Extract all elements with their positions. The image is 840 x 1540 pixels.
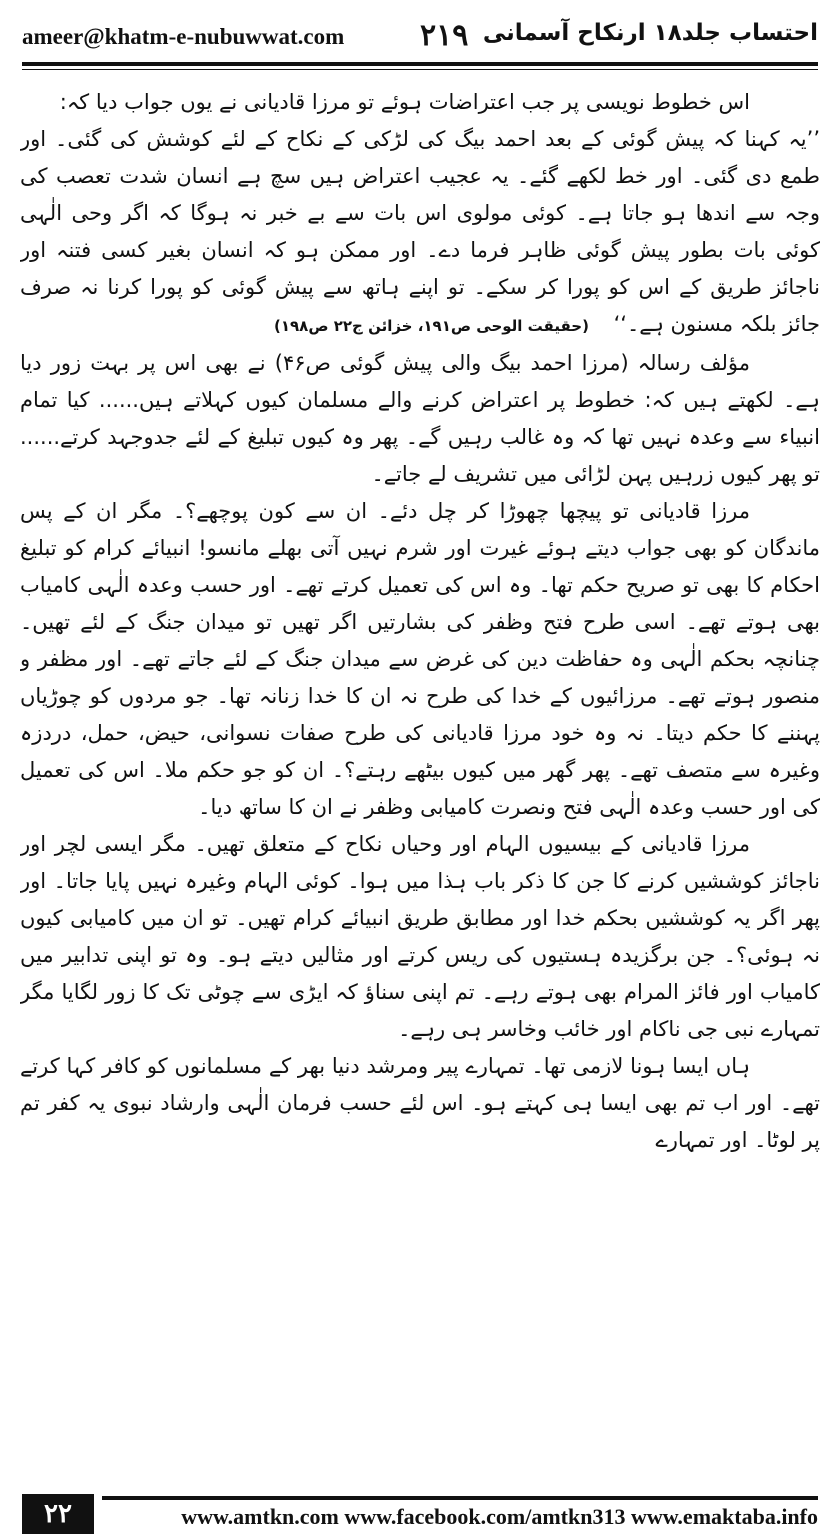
- citation-reference: (حقیقت الوحی ص۱۹۱، خزائن ج۲۲ ص۱۹۸): [273, 317, 589, 335]
- quote-paragraph: [20, 121, 820, 345]
- footer-rule: [102, 1496, 818, 1500]
- page-body: [20, 84, 820, 1484]
- paragraph: مؤلف رسالہ (مرزا احمد بیگ والی پیش گوئی ص۴۶) نے بھی اس پر بہت زور دیا ہے۔ لکھتے ہیں کہ: خطوط پر اعتراض کرنے والے مسلمان کیوں کہلاتے ہیں...... کیا تمام انبیاء سے وعدہ نہیں تھا کہ وہ غالب رہیں گے۔ پھر وہ کیوں تبلیغ کے لئے جدوجہد کرتے...... تو پھر کیوں زرہیں پہن لڑائی میں تشریف لے جاتے۔: [20, 351, 820, 486]
- page-footer: [22, 1494, 818, 1534]
- header-rule-thin: [22, 69, 818, 70]
- header-title: احتساب جلد۱۸ ارنکاح آسمانی: [482, 20, 818, 46]
- footer-page-number: ۲۲: [22, 1494, 94, 1534]
- header-email: ameer@khatm-e-nubuwwat.com: [22, 24, 345, 49]
- header-page-number: ۲۱۹: [420, 18, 469, 53]
- paragraph: ہاں ایسا ہونا لازمی تھا۔ تمہارے پیر ومرشد دنیا بھر کے مسلمانوں کو کافر کہا کرتے تھے۔ اور اب تم بھی ایسا ہی کہتے ہو۔ اس لئے حسب فرمان الٰہی وارشاد نبوی یہ کفر تم پر لوٹا۔ اور تمہارے: [20, 1054, 820, 1152]
- quote-text: ’’یہ کہنا کہ پیش گوئی کے بعد احمد بیگ کی لڑکی کے نکاح کے لئے کوشش کی گئی۔ اور طمع دی گئی۔ اور خط لکھے گئے۔ یہ عجیب اعتراض ہیں سچ ہے انسان شدت تعصب کی وجہ سے اندھا ہو جاتا ہے۔ کوئی مولوی اس بات سے بے خبر نہ ہوگا کہ اگر وحی الٰہی کوئی بات بطور پیش گوئی ظاہر فرما دے۔ اور ممکن ہو کہ انسان بغیر کسی فتنہ اور ناجائز طریق کے اس کو پورا کر سکے۔ تو اپنے ہاتھ سے پیش گوئی کو پورا کرنا نہ صرف جائز بلکہ مسنون ہے۔‘‘: [20, 127, 820, 336]
- paragraph: اس خطوط نویسی پر جب اعتراضات ہوئے تو مرزا قادیانی نے یوں جواب دیا کہ:: [59, 90, 750, 114]
- page-header: [22, 16, 818, 60]
- paragraph: مرزا قادیانی تو پیچھا چھوڑا کر چل دئے۔ ان سے کون پوچھے؟۔ مگر ان کے پس ماندگان کو بھی جواب دیتے ہوئے غیرت اور شرم نہیں آتی بھلے مانسو! انبیائے کرام کو تبلیغ احکام کا بھی تو صریح حکم تھا۔ وہ اس کی تعمیل کرتے تھے۔ اور حسب وعدہ الٰہی کامیاب بھی ہوتے تھے۔ اسی طرح فتح وظفر کی بشارتیں اگر تھیں تو میدان جنگ کے لئے تھیں۔ چنانچہ بحکم الٰہی وہ حفاظت دین کی غرض سے میدان جنگ کے لئے جاتے تھے۔ اور مظفر و منصور ہوتے تھے۔ مرزائیوں کے خدا کی طرح نہ ان کا خدا زنانہ تھا۔ جو مردوں کو چوڑیاں پہننے کا حکم دیتا۔ نہ وہ خود مرزا قادیانی کی طرح صفات نسوانی، حیض، حمل، دردزہ وغیرہ سے متصف تھے۔ پھر گھر میں کیوں بیٹھے رہتے؟۔ ان کو جو حکم ملا۔ اس کی تعمیل کی اور حسب وعدہ الٰہی فتح ونصرت کامیابی وظفر نے ان کا ساتھ دیا۔: [20, 499, 820, 819]
- paragraph: مرزا قادیانی کے بیسیوں الہام اور وحیاں نکاح کے متعلق تھیں۔ مگر ایسی لچر اور ناجائز کوششیں کرنے کا جن کا ذکر باب ہذا میں ہوا۔ کوئی الہام وغیرہ نہیں پایا جاتا۔ اور پھر اگر یہ کوششیں بحکم خدا اور مطابق طریق انبیائے کرام تھیں۔ تو ان میں کامیابی کیوں نہ ہوئی؟۔ جن برگزیدہ ہستیوں کی ریس کرتے اور مثالیں دیتے ہو۔ وہ تو اپنی تدابیر میں کامیاب اور فائز المرام بھی ہوتے رہے۔ تم اپنی سناؤ کہ ایڑی سے چوٹی تک کا زور لگایا مگر تمہارے نبی جی ناکام اور خائب وخاسر ہی رہے۔: [20, 832, 820, 1041]
- header-rule: [22, 62, 818, 66]
- footer-links: www.amtkn.com www.facebook.com/amtkn313 www.emaktaba.info: [181, 1504, 818, 1529]
